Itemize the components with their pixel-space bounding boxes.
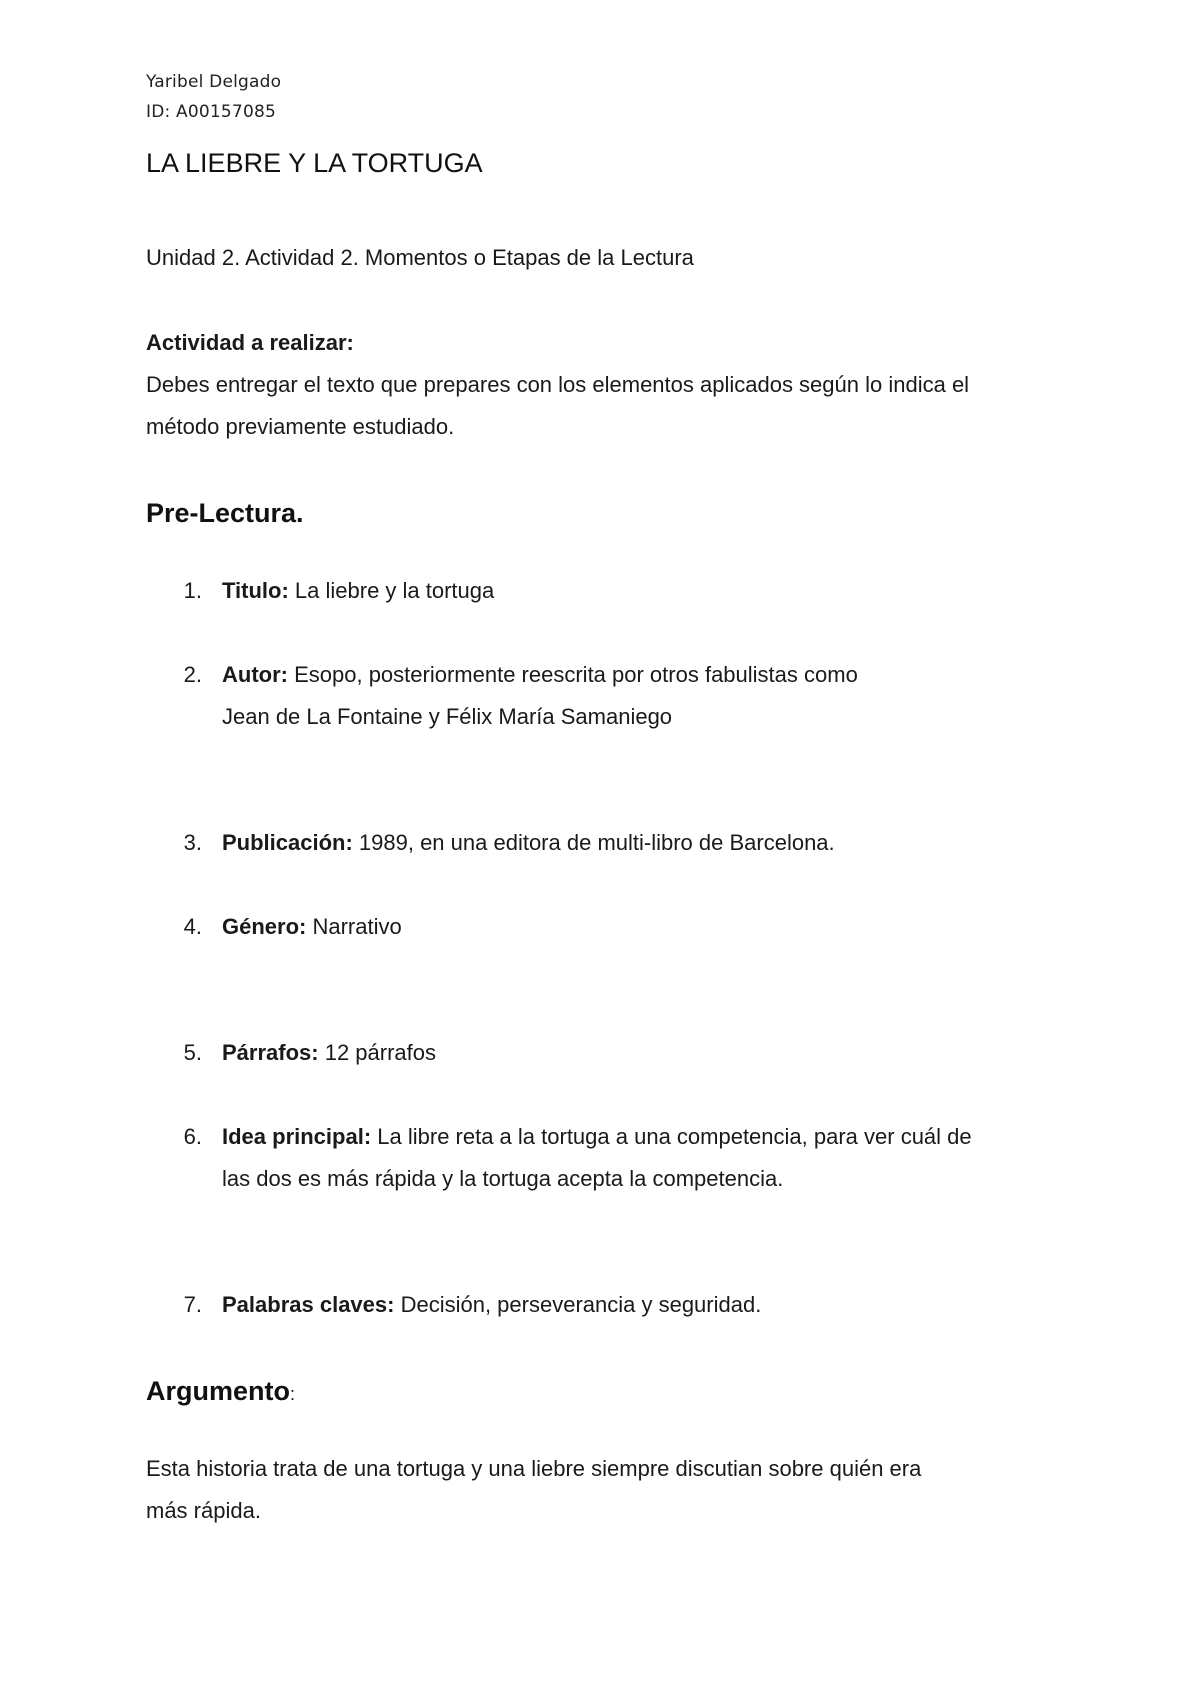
author-name: Yaribel Delgado [146,72,282,92]
list-item [166,1124,972,1150]
list-item-label: Párrafos: [222,1040,319,1065]
prelectura-heading: Pre-Lectura. [146,498,304,528]
list-item-number: 6. [183,1124,202,1149]
list-item [166,1292,761,1318]
list-item-number: 1. [183,578,202,603]
list-item-number: 7. [183,1292,202,1317]
activity-text-line1: Debes entregar el texto que prepares con los elementos aplicados según lo indica el [146,372,970,397]
argumento-heading [146,1376,295,1407]
unit-line: Unidad 2. Actividad 2. Momentos o Etapas de la Lectura [146,245,694,270]
list-item [166,830,835,856]
list-item [166,662,858,688]
activity-label: Actividad a realizar: [146,330,354,355]
list-item-text: 12 párrafos [318,1040,436,1065]
list-item-label: Palabras claves: [222,1292,395,1317]
list-item-label: Autor: [222,662,288,687]
list-item-label: Publicación: [222,830,353,855]
list-item [166,914,402,940]
list-item-label: Idea principal: [222,1124,372,1149]
list-item-text: 1989, en una editora de multi-libro de Barcelona. [352,830,835,855]
list-item [166,1040,436,1066]
argumento-text-line2: más rápida. [146,1498,261,1523]
list-item-number: 4. [183,914,202,939]
list-item-continuation: las dos es más rápida y la tortuga acepta la competencia. [222,1166,784,1191]
list-item-text: Decisión, perseverancia y seguridad. [394,1292,762,1317]
argumento-text-line1: Esta historia trata de una tortuga y una liebre siempre discutian sobre quién era [146,1456,922,1481]
list-item-text: Esopo, posteriormente reescrita por otros fabulistas como [287,662,858,687]
list-item-text: La liebre y la tortuga [288,578,495,603]
list-item-continuation: Jean de La Fontaine y Félix María Samaniego [222,704,673,729]
document-title: LA LIEBRE Y LA TORTUGA [146,148,483,178]
list-item-number: 3. [183,830,202,855]
list-item-number: 5. [183,1040,202,1065]
list-item-number: 2. [183,662,202,687]
activity-text-line2: método previamente estudiado. [146,414,455,439]
list-item [166,578,494,604]
student-id: ID: A00157085 [146,102,276,122]
list-item-text: Narrativo [306,914,402,939]
argumento-heading-text: Argumento [146,1376,290,1406]
list-item-label: Género: [222,914,307,939]
argumento-heading-colon: : [290,1384,296,1404]
list-item-text: La libre reta a la tortuga a una competencia, para ver cuál de [371,1124,972,1149]
list-item-label: Titulo: [222,578,289,603]
